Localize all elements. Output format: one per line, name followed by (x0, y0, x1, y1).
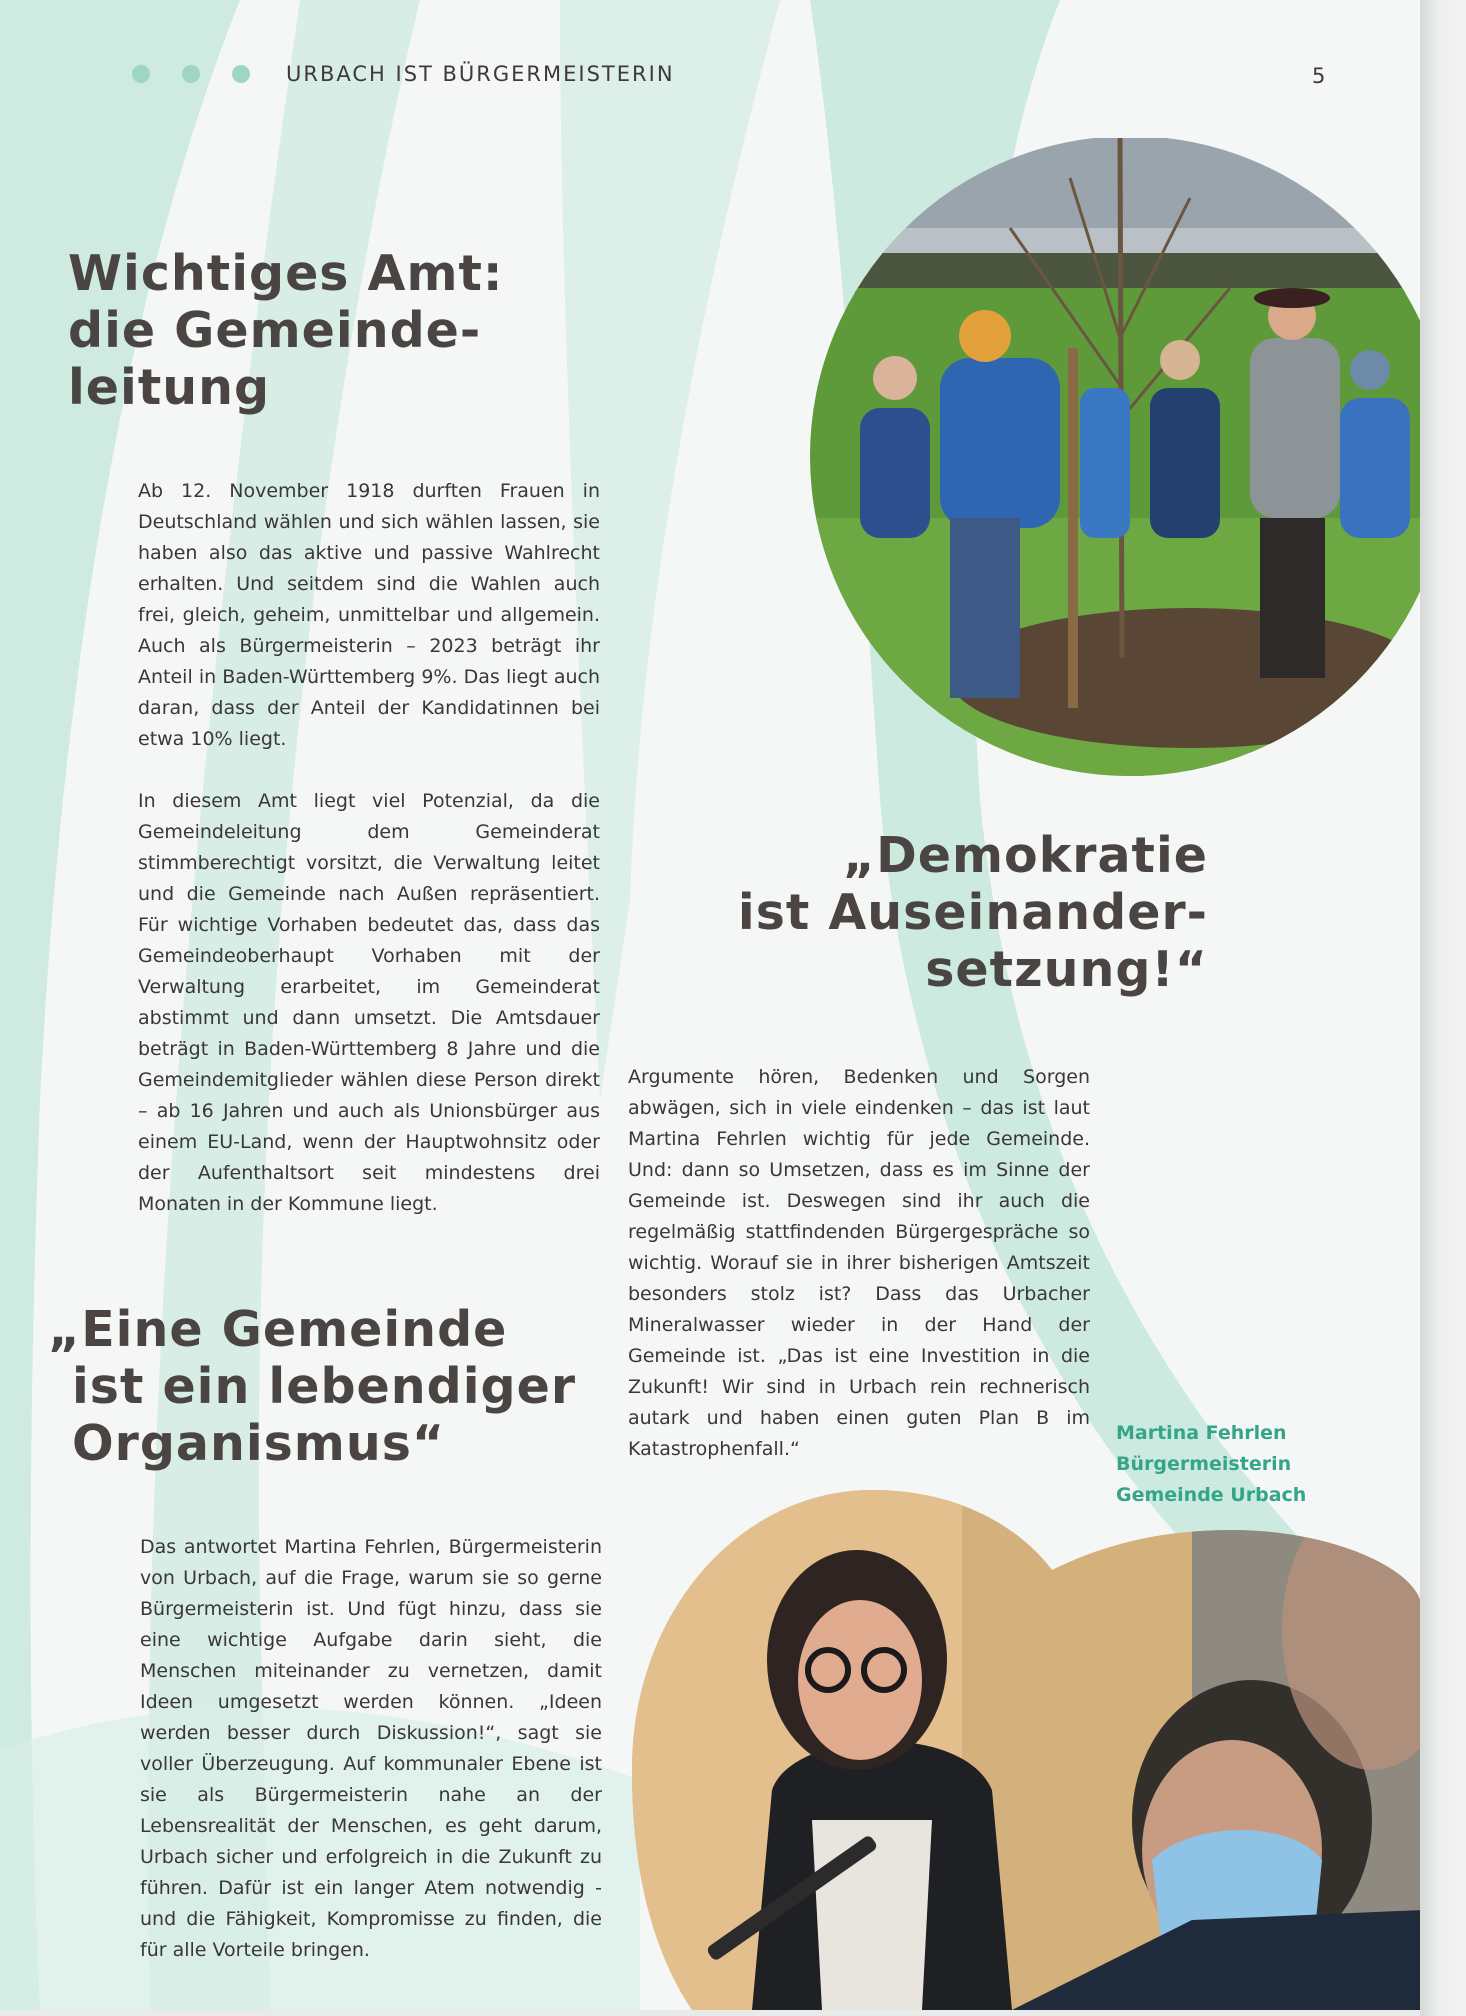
section-kicker: URBACH IST BÜRGERMEISTERIN (286, 62, 675, 86)
header-dot (182, 65, 200, 83)
caption-role: Bürgermeisterin (1116, 1453, 1292, 1475)
mayor-speaking-photo (632, 1490, 1420, 2010)
caption-name: Martina Fehrlen (1116, 1422, 1287, 1444)
tree-planting-photo (810, 138, 1420, 780)
headline-line: Organismus“ (72, 1414, 446, 1472)
headline-line: leitung (68, 358, 271, 416)
paragraph-wahlrecht: Ab 12. November 1918 durften Frauen in Deutschland wählen und sich wählen lassen, sie haben also das aktive und passive Wahlrecht erhalten. Und seitdem sind die Wahlen auch frei, gleich, geheim, unmittelbar und allgemein. Auch als Bürgermeisterin – 2023 beträgt ihr Anteil in Baden-Württemberg 9%. Das liegt auch daran, dass der Anteil der Kandidatinnen bei etwa 10% liegt. (138, 480, 600, 750)
header-dot (132, 65, 150, 83)
headline-line: Wichtiges Amt: (68, 245, 504, 302)
headline-demokratie (738, 828, 1208, 998)
headline-line: ist ein lebendiger (72, 1357, 576, 1415)
headline-line: die Gemeinde- (68, 301, 482, 359)
paper-edge (1420, 0, 1466, 2016)
headline-line: ist Auseinander- (737, 883, 1208, 941)
paragraph-organismus: Das antwortet Martina Fehrlen, Bürgermeisterin von Urbach, auf die Frage, warum sie so gerne Bürgermeisterin ist. Und fügt hinzu, dass sie eine wichtige Aufgabe darin sieht, die Menschen miteinander zu vernetzen, damit Ideen umgesetzt werden können. „Ideen werden besser durch Diskussion!“, sagt sie voller Überzeugung. Auf kommunaler Ebene ist sie als Bürgermeisterin nahe an der Lebensrealität der Menschen, es geht darum, Urbach sicher und erfolgreich in die Zukunft zu führen. Dafür ist ein langer Atem notwendig - und die Fähigkeit, Kompromisse zu finden, die für alle Vorteile bringen. (140, 1536, 602, 1961)
page-header (132, 62, 675, 86)
headline-wichtiges-amt (68, 246, 504, 416)
caption-municipality: Gemeinde Urbach (1116, 1484, 1307, 1506)
paragraph-potenzial: In diesem Amt liegt viel Potenzial, da die Gemeindeleitung dem Gemeinderat stimmberechtigt vorsitzt, die Verwaltung leitet und die Gemeinde nach Außen repräsentiert. Für wichtige Vorhaben bedeutet das, dass das Gemeindeoberhaupt Vorhaben mit der Verwaltung erarbeitet, im Gemeinderat abstimmt und dann umsetzt. Die Amtsdauer beträgt in Baden-Württemberg 8 Jahre und die Gemeindemitglieder wählen diese Person direkt – ab 16 Jahren und auch als Unionsbürger aus einem EU-Land, wenn der Hauptwohnsitz oder der Aufenthaltsort seit mindestens drei Monaten in der Kommune liegt. (138, 790, 600, 1215)
headline-line: „Demokratie (842, 827, 1208, 884)
headline-gemeinde (48, 1302, 576, 1472)
paragraph-argumente: Argumente hören, Bedenken und Sorgen abwägen, sich in viele eindenken – das ist laut Martina Fehrlen wichtig für jede Gemeinde. Und: dann so Umsetzen, dass es im Sinne der Gemeinde ist. Deswegen sind ihr auch die regelmäßig stattfindenden Bürgergespräche so wichtig. Worauf sie in ihrer bisherigen Amtszeit besonders stolz ist? Dass das Urbacher Mineralwasser wieder in der Hand der Gemeinde ist. „Das ist eine Investition in die Zukunft! Wir sind in Urbach rein rechnerisch autark und haben einen guten Plan B im Katastrophenfall.“ (628, 1066, 1090, 1460)
headline-line: „Eine Gemeinde (48, 1301, 508, 1358)
header-dot (232, 65, 250, 83)
headline-line: setzung!“ (925, 940, 1208, 998)
page-number: 5 (1312, 64, 1326, 88)
